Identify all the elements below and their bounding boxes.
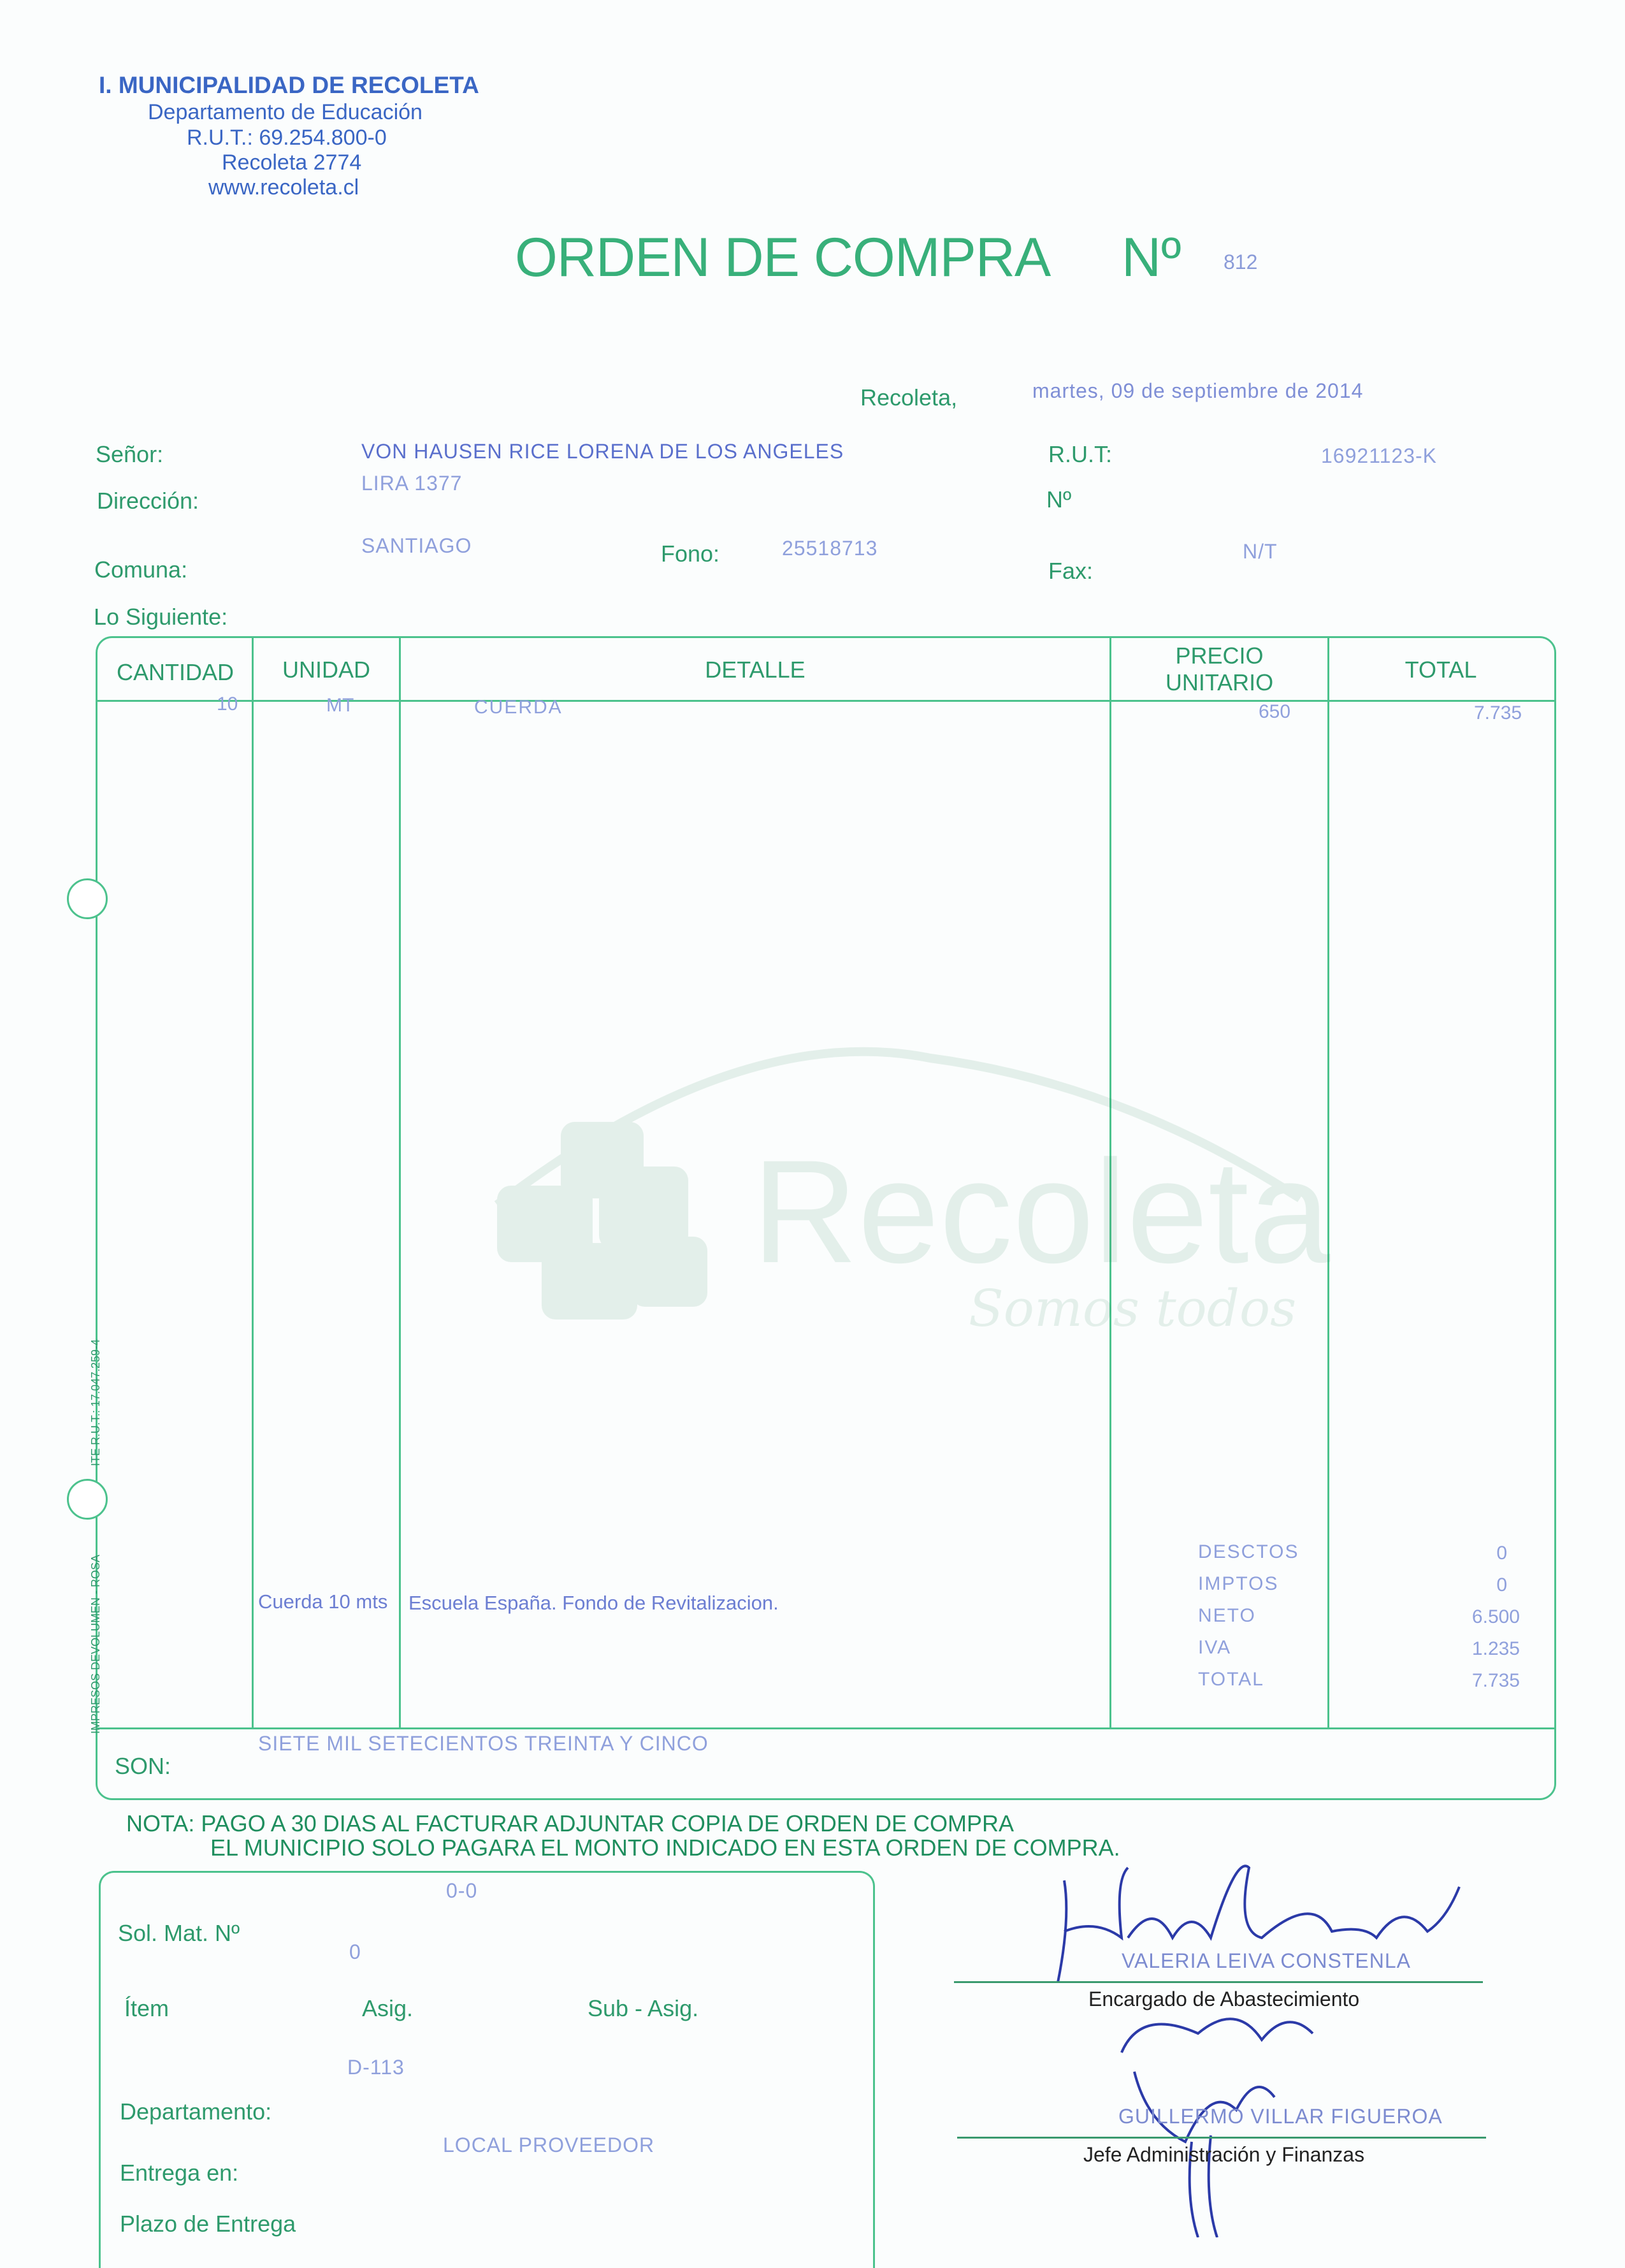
handwritten-signatures bbox=[1045, 1842, 1478, 2237]
sig1-line bbox=[954, 1981, 1483, 1983]
recoleta-watermark bbox=[484, 1033, 1338, 1364]
supplier-number-label: Nº bbox=[1046, 486, 1072, 512]
side-printer-rut: ITE R.U.T.: 17.047.259-4 bbox=[89, 1339, 102, 1466]
sig1-name: VALERIA LEIVA CONSTENLA bbox=[1122, 1949, 1411, 1972]
watermark-square bbox=[542, 1243, 637, 1319]
org-address: Recoleta 2774 bbox=[222, 150, 362, 175]
row-cantidad: 10 bbox=[217, 694, 238, 715]
direccion-value: LIRA 1377 bbox=[361, 472, 463, 495]
departamento-label: Departamento: bbox=[120, 2098, 272, 2125]
sol-mat-value: 0 bbox=[349, 1940, 361, 1963]
place-label: Recoleta, bbox=[860, 384, 958, 411]
sig2-line bbox=[957, 2137, 1486, 2139]
total-label-desctos: DESCTOS bbox=[1198, 1541, 1299, 1562]
comuna-label: Comuna: bbox=[94, 556, 188, 583]
row-total: 7.735 bbox=[1474, 702, 1522, 723]
item-code-value: D-113 bbox=[347, 2056, 405, 2079]
direccion-label: Dirección: bbox=[97, 488, 199, 514]
total-value-desctos: 0 bbox=[1496, 1543, 1507, 1564]
fono-label: Fono: bbox=[661, 541, 720, 567]
entrega-label: Entrega en: bbox=[120, 2160, 239, 2186]
comuna-value: SANTIAGO bbox=[361, 534, 472, 557]
total-value-imptos: 0 bbox=[1496, 1574, 1507, 1596]
order-date: martes, 09 de septiembre de 2014 bbox=[1032, 379, 1364, 402]
header-precio-line2: UNITARIO bbox=[1165, 669, 1274, 695]
item-note-right: Escuela España. Fondo de Revitalizacion. bbox=[408, 1592, 779, 1614]
punch-hole bbox=[67, 1479, 108, 1520]
side-printer-text: IMPRESOS DEVOLUMEN - ROSA bbox=[89, 1554, 102, 1734]
senor-value: VON HAUSEN RICE LORENA DE LOS ANGELES bbox=[361, 440, 844, 463]
lo-siguiente-label: Lo Siguiente: bbox=[94, 604, 228, 630]
header-unidad: UNIDAD bbox=[282, 657, 370, 683]
total-label-total: TOTAL bbox=[1198, 1669, 1264, 1690]
table-header-divider bbox=[98, 700, 1554, 702]
total-label-iva: IVA bbox=[1198, 1637, 1232, 1658]
order-number-label: Nº bbox=[1122, 227, 1181, 288]
nota-line2: EL MUNICIPIO SOLO PAGARA EL MONTO INDICADO EN ESTA ORDEN DE COMPRA. bbox=[210, 1835, 1120, 1861]
watermark-brand: Recoleta bbox=[752, 1130, 1331, 1293]
header-cantidad: CANTIDAD bbox=[116, 659, 234, 685]
asig-label: Asig. bbox=[362, 1995, 414, 2021]
total-value-total: 7.735 bbox=[1471, 1670, 1520, 1691]
row-detalle: CUERDA bbox=[474, 697, 563, 718]
sig2-role: Jefe Administración y Finanzas bbox=[1083, 2143, 1365, 2166]
sig2-name: GUILLERMO VILLAR FIGUEROA bbox=[1118, 2105, 1443, 2128]
total-label-imptos: IMPTOS bbox=[1198, 1573, 1279, 1594]
row-precio: 650 bbox=[1259, 701, 1291, 722]
entrega-value: LOCAL PROVEEDOR bbox=[443, 2134, 655, 2156]
sol-mat-label: Sol. Mat. Nº bbox=[118, 1920, 240, 1946]
row-unidad: MT bbox=[326, 695, 354, 716]
org-website: www.recoleta.cl bbox=[208, 175, 359, 200]
senor-label: Señor: bbox=[96, 441, 164, 467]
header-detalle: DETALLE bbox=[705, 657, 805, 683]
watermark-slogan: Somos todos bbox=[969, 1279, 1297, 1338]
son-divider bbox=[98, 1727, 1554, 1729]
col-divider bbox=[399, 637, 401, 1727]
header-precio-line1: PRECIO bbox=[1175, 643, 1264, 669]
son-label: SON: bbox=[115, 1753, 171, 1779]
subasig-label: Sub - Asig. bbox=[588, 1995, 699, 2021]
sig1-role: Encargado de Abastecimiento bbox=[1088, 1988, 1360, 2010]
rut-value: 16921123-K bbox=[1321, 444, 1437, 467]
nota-line1: NOTA: PAGO A 30 DIAS AL FACTURAR ADJUNTAR COPIA DE ORDEN DE COMPRA bbox=[126, 1810, 1014, 1836]
col-divider bbox=[252, 637, 254, 1727]
document-title: ORDEN DE COMPRA bbox=[515, 227, 1051, 288]
total-label-neto: NETO bbox=[1198, 1605, 1256, 1626]
watermark-square bbox=[631, 1237, 707, 1307]
fax-label: Fax: bbox=[1048, 558, 1094, 584]
item-note-left: Cuerda 10 mts bbox=[258, 1590, 388, 1613]
son-value: SIETE MIL SETECIENTOS TREINTA Y CINCO bbox=[258, 1732, 709, 1755]
fono-value: 25518713 bbox=[782, 537, 878, 560]
requisition-top-value: 0-0 bbox=[446, 1879, 478, 1902]
header-precio bbox=[1111, 643, 1327, 696]
item-label: Ítem bbox=[124, 1995, 170, 2021]
org-name: I. MUNICIPALIDAD DE RECOLETA bbox=[99, 72, 479, 98]
punch-hole bbox=[67, 878, 108, 919]
total-value-iva: 1.235 bbox=[1471, 1638, 1520, 1659]
header-total: TOTAL bbox=[1405, 657, 1477, 683]
fax-value: N/T bbox=[1243, 540, 1278, 563]
department-name: Departamento de Educación bbox=[148, 100, 422, 124]
total-value-neto: 6.500 bbox=[1471, 1606, 1520, 1627]
org-rut: R.U.T.: 69.254.800-0 bbox=[187, 126, 387, 150]
order-number-value: 812 bbox=[1224, 251, 1258, 273]
rut-label: R.U.T: bbox=[1048, 441, 1113, 467]
plazo-label: Plazo de Entrega bbox=[120, 2211, 296, 2237]
